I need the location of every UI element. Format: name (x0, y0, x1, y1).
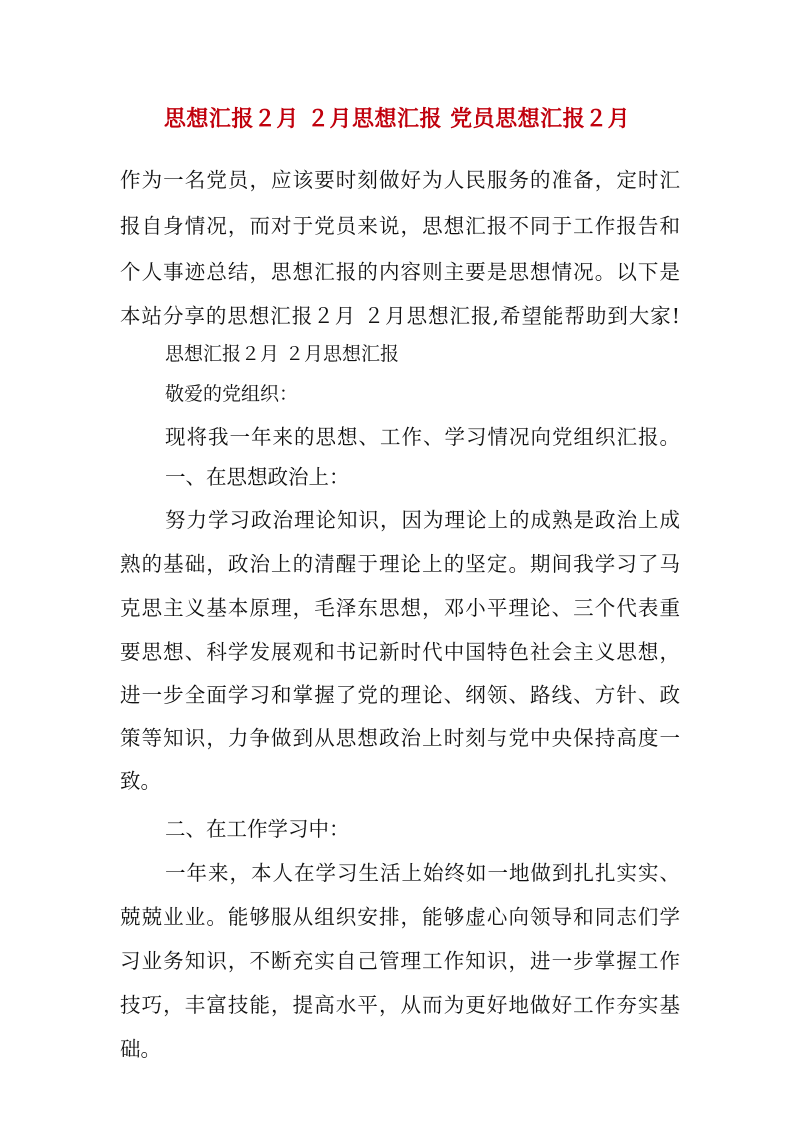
paragraph-line: 现将我一年来的思想、工作、学习情况向党组织汇报。 (165, 425, 680, 449)
paragraph-line: 努力学习政治理论知识，因为理论上的成熟是政治上成 (165, 508, 680, 532)
paragraph-line: 克思主义基本原理，毛泽东思想，邓小平理论、三个代表重 (120, 596, 680, 620)
salutation: 敬爱的党组织： (165, 383, 299, 405)
paragraph-line: 技巧，丰富技能，提高水平，从而为更好地做好工作夯实基 (120, 993, 680, 1017)
section-heading: 二、在工作学习中： (165, 817, 350, 841)
document-title: 思想汇报２月 ２月思想汇报 党员思想汇报２月 (163, 106, 631, 132)
paragraph-line: 习业务知识，不断充实自己管理工作知识，进一步掌握工作 (120, 949, 680, 973)
paragraph-line: 要思想、科学发展观和书记新时代中国特色社会主义思想， (120, 640, 680, 664)
paragraph-line: 报自身情况，而对于党员来说，思想汇报不同于工作报告和 (120, 214, 680, 238)
paragraph-line: 一年来，本人在学习生活上始终如一地做到扎扎实实、 (165, 861, 680, 885)
paragraph-line: 作为一名党员，应该要时刻做好为人民服务的准备，定时汇 (120, 168, 680, 192)
paragraph-line: 策等知识，力争做到从思想政治上时刻与党中央保持高度一 (120, 726, 680, 750)
paragraph-line: 致。 (120, 769, 161, 793)
paragraph-line: 兢兢业业。能够服从组织安排，能够虚心向领导和同志们学 (120, 905, 680, 929)
paragraph-line: 进一步全面学习和掌握了党的理论、纲领、路线、方针、政 (120, 683, 680, 707)
paragraph-line: 础。 (120, 1037, 161, 1061)
paragraph-line: 本站分享的思想汇报２月 ２月思想汇报,希望能帮助到大家! (120, 304, 680, 328)
section-subtitle: 思想汇报２月 ２月思想汇报 (165, 343, 400, 365)
section-heading: 一、在思想政治上： (165, 465, 350, 489)
paragraph-line: 熟的基础，政治上的清醒于理论上的坚定。期间我学习了马 (120, 552, 680, 576)
paragraph-line: 个人事迹总结，思想汇报的内容则主要是思想情况。以下是 (120, 260, 680, 284)
